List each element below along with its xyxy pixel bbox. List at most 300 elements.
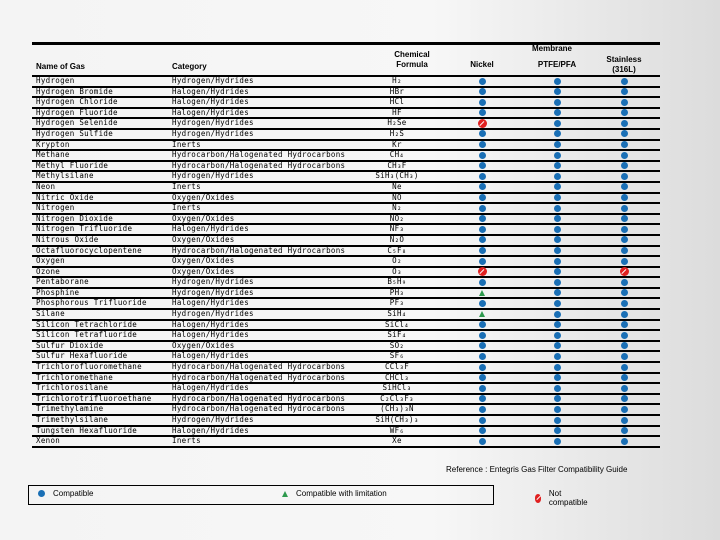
compatible-dot-icon [554,258,561,265]
nickel-compatibility [478,225,486,233]
chemical-formula: CH₃F [387,160,407,170]
chemical-formula: NF₃ [389,224,405,234]
ptfe-compatibility [553,151,561,159]
nickel-compatibility [478,119,486,127]
ptfe-compatibility [553,395,561,403]
gas-category: Hydrogen/Hydrides [172,128,254,138]
ss-compatibility [620,172,628,180]
table-row [32,268,660,279]
gas-name: Trichlorosilane [36,383,109,393]
table-row [32,299,660,310]
nickel-compatibility [478,342,486,350]
compatible-dot-icon [479,141,486,148]
chemical-formula: SiH(CH₃)₃ [375,415,419,424]
chemical-formula: PF₃ [389,298,405,308]
gas-name: Nitrogen Trifluoride [36,224,133,234]
header-ptfe-pfa: PTFE/PFA [537,60,577,69]
nickel-compatibility [478,236,486,244]
nickel-compatibility [478,416,486,424]
ss-compatibility [620,194,628,202]
gas-category: Hydrocarbon/Halogenated Hydrocarbons [172,393,346,403]
ptfe-compatibility [553,247,561,255]
gas-name: Trimethylamine [36,404,104,414]
ss-compatibility [620,77,628,85]
chemical-formula: CH₄ [389,150,405,160]
header-stainless-316l: Stainless (316L) [606,55,642,74]
table-row [32,437,660,448]
compatible-dot-icon [479,374,486,381]
nickel-compatibility [478,310,486,318]
gas-name: Silicon Tetrachloride [36,319,138,329]
chemical-formula: O₃ [392,266,402,276]
ss-compatibility [620,342,628,350]
ptfe-compatibility [553,88,561,96]
gas-name: Sulfur Hexafluoride [36,351,128,361]
compatible-dot-icon [621,194,628,201]
not-compatible-icon [620,267,629,276]
nickel-compatibility [478,405,486,413]
ptfe-compatibility [553,310,561,318]
gas-category: Halogen/Hydrides [172,425,250,435]
ss-compatibility [620,363,628,371]
compatible-dot-icon [621,258,628,265]
chemical-formula: HBr [389,86,405,96]
nickel-compatibility [478,427,486,435]
chemical-formula: CCl₃F [384,362,410,372]
compatible-dot-icon [554,109,561,116]
nickel-compatibility [478,278,486,286]
gas-name: Krypton [36,139,70,149]
gas-name: Nitrogen [36,203,75,213]
not-compatible-icon [535,494,542,503]
gas-category: Halogen/Hydrides [172,330,250,340]
legend [28,485,588,507]
compatible-dot-icon [621,300,628,307]
compatible-dot-icon [554,332,561,339]
compatible-dot-icon [554,417,561,424]
gas-category: Halogen/Hydrides [172,224,250,234]
legend-compatible: Compatible [37,489,93,498]
table-row [32,172,660,183]
compatible-dot-icon [479,236,486,243]
gas-name: Trichlorofluoromethane [36,362,142,372]
compatible-dot-icon [621,88,628,95]
ss-compatibility [620,183,628,191]
compatible-dot-icon [479,78,486,85]
gas-name: Xenon [36,436,61,446]
gas-name: Hydrogen Fluoride [36,107,118,117]
compatible-dot-icon [479,353,486,360]
ss-compatibility [620,384,628,392]
header-name-of-gas: Name of Gas [36,62,85,71]
compatible-dot-icon [621,162,628,169]
ss-compatibility [620,119,628,127]
chemical-formula: NO₂ [389,213,405,223]
gas-name: Silicon Tetrafluoride [36,330,138,340]
compatible-dot-icon [621,374,628,381]
ss-compatibility [620,405,628,413]
nickel-compatibility [478,268,486,276]
table-body [32,77,660,448]
table-row [32,374,660,385]
compatible-dot-icon [554,120,561,127]
chemical-formula: SF₆ [389,351,405,361]
gas-name: Trichlorotrifluoroethane [36,393,152,403]
ptfe-compatibility [553,77,561,85]
ss-compatibility [620,427,628,435]
compatible-dot-icon [479,279,486,286]
compatible-dot-icon [554,162,561,169]
gas-name: Sulfur Dioxide [36,340,104,350]
gas-name: Phosphorous Trifluoride [36,298,147,308]
ptfe-compatibility [553,278,561,286]
chemical-formula: C₅F₈ [387,245,407,255]
gas-category: Oxygen/Oxides [172,256,235,266]
ss-compatibility [620,257,628,265]
compatible-dot-icon [554,183,561,190]
table-row [32,183,660,194]
gas-name: Trichloromethane [36,372,114,382]
gas-category: Halogen/Hydrides [172,383,250,393]
nickel-compatibility [478,183,486,191]
chemical-formula: Ne [392,181,402,191]
nickel-compatibility [478,88,486,96]
ptfe-compatibility [553,98,561,106]
nickel-compatibility [478,215,486,223]
chemical-formula: HF [392,107,402,117]
ptfe-compatibility [553,172,561,180]
compatible-dot-icon [554,268,561,275]
compatible-dot-icon [554,226,561,233]
ss-compatibility [620,268,628,276]
compatible-dot-icon [479,385,486,392]
legend-limited: Compatible with limitation [281,489,387,498]
nickel-compatibility [478,162,486,170]
ptfe-compatibility [553,405,561,413]
nickel-compatibility [478,151,486,159]
chemical-formula: NO [392,192,402,202]
table-row [32,141,660,152]
nickel-compatibility [478,395,486,403]
compatible-dot-icon [479,247,486,254]
ss-compatibility [620,162,628,170]
table-row [32,257,660,268]
compatible-dot-icon [479,417,486,424]
table-row [32,109,660,120]
compatible-dot-icon [554,194,561,201]
gas-name: Trimethylsilane [36,415,109,424]
ss-compatibility [620,225,628,233]
compatible-dot-icon [621,406,628,413]
chemical-formula: H₂Se [387,118,407,128]
compatible-dot-icon [621,438,628,445]
table-row [32,151,660,162]
compatible-dot-icon [38,490,45,497]
table-row [32,247,660,258]
ptfe-compatibility [553,119,561,127]
gas-category: Halogen/Hydrides [172,107,250,117]
header-chemical-formula: Chemical Formula [394,50,430,69]
table-row [32,427,660,438]
gas-category: Inerts [172,181,201,191]
compatible-dot-icon [479,130,486,137]
ptfe-compatibility [553,363,561,371]
compatible-dot-icon [621,152,628,159]
chemical-formula: H₂ [392,76,402,85]
gas-category: Oxygen/Oxides [172,213,235,223]
ss-compatibility [620,416,628,424]
ss-compatibility [620,395,628,403]
compatible-dot-icon [621,183,628,190]
compatible-dot-icon [554,395,561,402]
table-row [32,278,660,289]
compatible-dot-icon [554,353,561,360]
compatible-dot-icon [621,332,628,339]
table-row [32,119,660,130]
table-row [32,77,660,88]
compatible-dot-icon [479,99,486,106]
chemical-formula: SiCl₄ [384,319,410,329]
nickel-compatibility [478,98,486,106]
compatible-dot-icon [479,406,486,413]
chemical-formula: O₂ [392,256,402,266]
table-row [32,363,660,374]
gas-category: Hydrocarbon/Halogenated Hydrocarbons [172,404,346,414]
nickel-compatibility [478,204,486,212]
table-row [32,331,660,342]
compatible-dot-icon [554,173,561,180]
nickel-compatibility [478,299,486,307]
compatible-dot-icon [479,173,486,180]
compatible-dot-icon [554,236,561,243]
gas-category: Oxygen/Oxides [172,192,235,202]
ss-compatibility [620,321,628,329]
nickel-compatibility [478,141,486,149]
chemical-formula: Kr [392,139,402,149]
gas-name: Hydrogen Chloride [36,97,118,107]
compatible-dot-icon [554,279,561,286]
ptfe-compatibility [553,299,561,307]
compatible-dot-icon [621,215,628,222]
compatible-dot-icon [554,364,561,371]
nickel-compatibility [478,374,486,382]
compatible-dot-icon [621,130,628,137]
compatible-dot-icon [621,226,628,233]
gas-category: Hydrogen/Hydrides [172,171,254,181]
compatible-dot-icon [479,438,486,445]
gas-category: Oxygen/Oxides [172,266,235,276]
ptfe-compatibility [553,437,561,445]
ptfe-compatibility [553,257,561,265]
compatible-dot-icon [479,321,486,328]
gas-name: Hydrogen Sulfide [36,128,114,138]
chemical-formula: H₂S [389,128,405,138]
compatible-dot-icon [554,300,561,307]
ss-compatibility [620,98,628,106]
compatible-dot-icon [479,226,486,233]
compatible-dot-icon [621,205,628,212]
compatible-dot-icon [479,88,486,95]
gas-name: Silane [36,309,65,319]
compatible-dot-icon [479,183,486,190]
gas-category: Hydrogen/Hydrides [172,277,254,287]
compatible-dot-icon [621,109,628,116]
nickel-compatibility [478,247,486,255]
table-row [32,88,660,99]
nickel-compatibility [478,384,486,392]
not-compatible-icon [478,267,487,276]
ss-compatibility [620,374,628,382]
chemical-formula: WF₆ [389,425,405,435]
compatible-dot-icon [479,109,486,116]
nickel-compatibility [478,257,486,265]
chemical-formula: SiHCl₃ [382,383,412,393]
ptfe-compatibility [553,289,561,297]
gas-name: Tungsten Hexafluoride [36,425,138,435]
ptfe-compatibility [553,215,561,223]
gas-name: Nitric Oxide [36,192,94,202]
nickel-compatibility [478,321,486,329]
gas-name: Nitrous Oxide [36,234,99,244]
compatible-dot-icon [554,438,561,445]
gas-name: Pentaborane [36,277,89,287]
gas-category: Hydrogen/Hydrides [172,76,254,85]
nickel-compatibility [478,130,486,138]
gas-name: Hydrogen [36,76,75,85]
chemical-formula: CHCl₃ [384,372,410,382]
ss-compatibility [620,109,628,117]
chemical-formula: C₂Cl₃F₃ [380,393,414,403]
ptfe-compatibility [553,183,561,191]
compatible-dot-icon [479,258,486,265]
gas-category: Halogen/Hydrides [172,351,250,361]
ss-compatibility [620,151,628,159]
nickel-compatibility [478,194,486,202]
compatible-dot-icon [554,374,561,381]
header-nickel: Nickel [470,60,494,69]
gas-category: Oxygen/Oxides [172,234,235,244]
compatible-dot-icon [554,130,561,137]
gas-category: Hydrocarbon/Halogenated Hydrocarbons [172,362,346,372]
legend-not-compatible: Not compatible [535,489,590,507]
compatible-dot-icon [479,205,486,212]
compatible-dot-icon [554,215,561,222]
gas-name: Octafluorocyclopentene [36,245,142,255]
compatible-dot-icon [554,205,561,212]
compatible-dot-icon [479,215,486,222]
compatible-dot-icon [621,173,628,180]
nickel-compatibility [478,437,486,445]
not-compatible-icon [478,119,487,128]
nickel-compatibility [478,363,486,371]
compatible-dot-icon [554,141,561,148]
chemical-formula: N₂O [389,234,405,244]
ss-compatibility [620,130,628,138]
ptfe-compatibility [553,225,561,233]
table-row [32,405,660,416]
chemical-formula: Xe [392,436,402,446]
gas-category: Hydrogen/Hydrides [172,309,254,319]
compatible-dot-icon [479,427,486,434]
gas-name: Phosphine [36,287,80,297]
ptfe-compatibility [553,374,561,382]
ptfe-compatibility [553,194,561,202]
table-row [32,204,660,215]
ptfe-compatibility [553,416,561,424]
compatible-dot-icon [554,321,561,328]
limited-triangle-icon [479,290,485,296]
chemical-formula: SO₂ [389,340,405,350]
ptfe-compatibility [553,384,561,392]
gas-category: Inerts [172,436,201,446]
compatible-dot-icon [621,279,628,286]
gas-name: Nitrogen Dioxide [36,213,114,223]
ptfe-compatibility [553,109,561,117]
ptfe-compatibility [553,342,561,350]
compatible-dot-icon [479,300,486,307]
compatible-dot-icon [479,194,486,201]
ss-compatibility [620,289,628,297]
gas-name: Methylsilane [36,171,94,181]
compatible-dot-icon [621,141,628,148]
ss-compatibility [620,310,628,318]
compatible-dot-icon [621,427,628,434]
gas-category: Hydrogen/Hydrides [172,415,254,424]
gas-category: Oxygen/Oxides [172,340,235,350]
table-row [32,98,660,109]
gas-category: Inerts [172,203,201,213]
compatible-dot-icon [554,247,561,254]
table-row [32,225,660,236]
gas-name: Neon [36,181,56,191]
ss-compatibility [620,437,628,445]
ss-compatibility [620,299,628,307]
nickel-compatibility [478,331,486,339]
compatible-dot-icon [554,342,561,349]
table-row [32,395,660,406]
compatible-dot-icon [554,385,561,392]
ptfe-compatibility [553,141,561,149]
gas-category: Hydrogen/Hydrides [172,287,254,297]
compatible-dot-icon [621,99,628,106]
ss-compatibility [620,215,628,223]
gas-name: Methane [36,150,70,160]
gas-category: Halogen/Hydrides [172,298,250,308]
reference-note: Reference : Entegris Gas Filter Compatibility Guide [446,465,628,474]
gas-name: Ozone [36,266,61,276]
ss-compatibility [620,247,628,255]
compatible-dot-icon [621,395,628,402]
compatible-dot-icon [621,353,628,360]
ss-compatibility [620,331,628,339]
ptfe-compatibility [553,427,561,435]
gas-name: Methyl Fluoride [36,160,109,170]
table-row [32,194,660,205]
gas-category: Hydrocarbon/Halogenated Hydrocarbons [172,245,346,255]
compatible-dot-icon [554,311,561,318]
ss-compatibility [620,141,628,149]
chemical-formula: SiH₃(CH₃) [375,171,419,181]
nickel-compatibility [478,289,486,297]
gas-category: Hydrogen/Hydrides [172,118,254,128]
chemical-formula: SiH₄ [387,309,407,319]
ptfe-compatibility [553,321,561,329]
gas-category: Halogen/Hydrides [172,319,250,329]
compatible-dot-icon [479,364,486,371]
gas-category: Halogen/Hydrides [172,86,250,96]
compatible-dot-icon [554,88,561,95]
nickel-compatibility [478,172,486,180]
